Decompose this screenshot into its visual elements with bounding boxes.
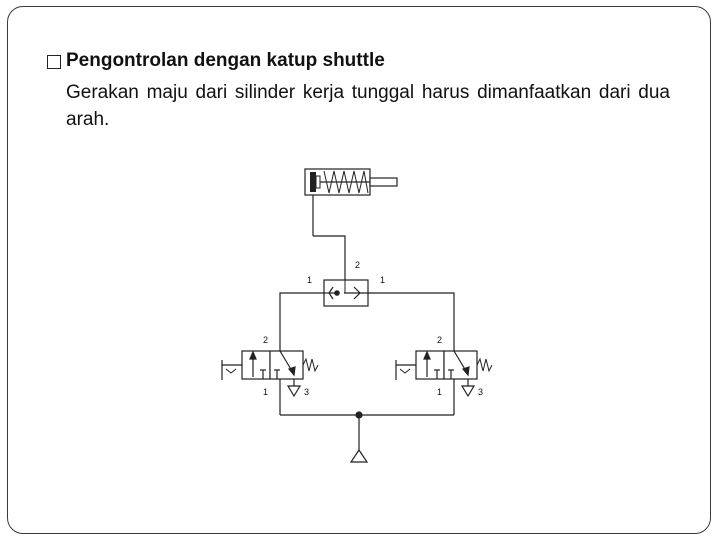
left-valve-outlet-port-label: 2 [263, 335, 269, 345]
shuttle-left-inlet-port-label: 1 [307, 275, 313, 285]
shuttle-outlet-port-label: 2 [355, 260, 361, 270]
right-valve-exhaust-port-label: 3 [478, 387, 484, 397]
left-3-2-valve [222, 351, 318, 415]
left-valve-exhaust-port-label: 3 [304, 387, 310, 397]
shuttle-right-inlet-port-label: 1 [380, 275, 386, 285]
right-valve-supply-port-label: 1 [437, 387, 443, 397]
pressure-source-icon [351, 450, 367, 462]
right-valve-outlet-port-label: 2 [437, 335, 443, 345]
slide-body-text: Gerakan maju dari silinder kerja tunggal harus dimanfaatkan dari dua arah. [66, 82, 670, 130]
shuttle-valve [324, 280, 368, 306]
pipe-line [313, 236, 345, 280]
supply-line [280, 412, 454, 450]
single-acting-cylinder [305, 169, 397, 236]
left-valve-supply-port-label: 1 [263, 387, 269, 397]
slide-heading: Pengontrolan dengan katup shuttle [66, 50, 385, 71]
right-3-2-valve [396, 351, 492, 415]
